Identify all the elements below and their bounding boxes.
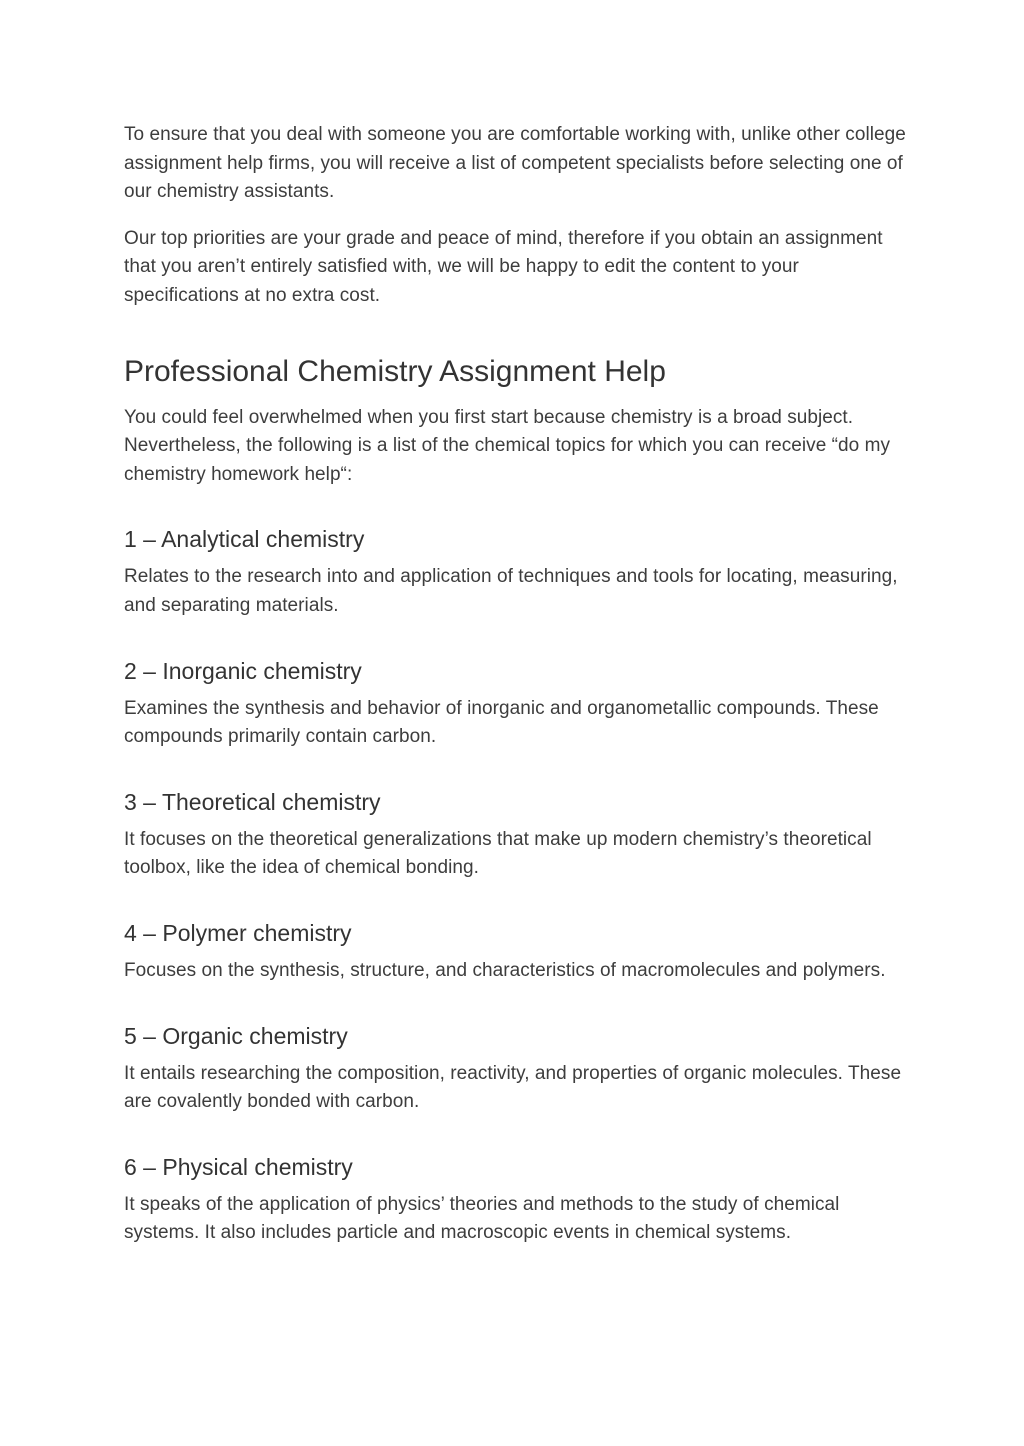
intro-paragraph-1: To ensure that you deal with someone you are comfortable working with, unlike other college assignment help firms, you will receive a list of competent specialists before selecting one of our chemistry assistants. xyxy=(124,124,906,203)
topic-heading: 5 – Organic chemistry xyxy=(124,1022,348,1049)
topic-heading: 1 – Analytical chemistry xyxy=(124,526,365,553)
topic-inorganic xyxy=(124,656,914,752)
topic-polymer xyxy=(124,918,914,986)
topic-description: It focuses on the theoretical generalizations that make up modern chemistry’s theoretical toolbox, like the idea of chemical bonding. xyxy=(124,828,872,879)
intro-paragraph-2: Our top priorities are your grade and peace of mind, therefore if you obtain an assignment that you aren’t entirely satisfied with, we will be happy to edit the content to your specifications at no extra cost. xyxy=(124,227,883,306)
topic-description: It entails researching the composition, reactivity, and properties of organic molecules. These are covalently bonded with carbon. xyxy=(124,1062,902,1113)
topic-heading: 2 – Inorganic chemistry xyxy=(124,657,362,684)
topic-physical xyxy=(124,1152,914,1248)
section-heading: Professional Chemistry Assignment Help xyxy=(124,354,666,388)
topic-heading: 6 – Physical chemistry xyxy=(124,1153,353,1180)
topic-description: Examines the synthesis and behavior of inorganic and organometallic compounds. These compounds primarily contain carbon. xyxy=(124,697,879,748)
topic-description: It speaks of the application of physics’ theories and methods to the study of chemical systems. It also includes particle and macroscopic events in chemical systems. xyxy=(124,1193,840,1244)
topic-heading: 3 – Theoretical chemistry xyxy=(124,788,381,815)
topic-description: Relates to the research into and application of techniques and tools for locating, measuring, and separating materials. xyxy=(124,566,898,616)
topic-heading: 4 – Polymer chemistry xyxy=(124,919,352,946)
topic-description: Focuses on the synthesis, structure, and characteristics of macromolecules and polymers. xyxy=(124,959,886,981)
document-page xyxy=(124,121,914,1248)
topic-organic xyxy=(124,1021,914,1117)
section-intro-paragraph: You could feel overwhelmed when you first start because chemistry is a broad subject. Nevertheless, the following is a list of the chemical topics for which you can receive “do my chemistry homework help“: xyxy=(124,406,891,485)
topic-theoretical xyxy=(124,787,914,883)
topic-analytical xyxy=(124,524,914,620)
